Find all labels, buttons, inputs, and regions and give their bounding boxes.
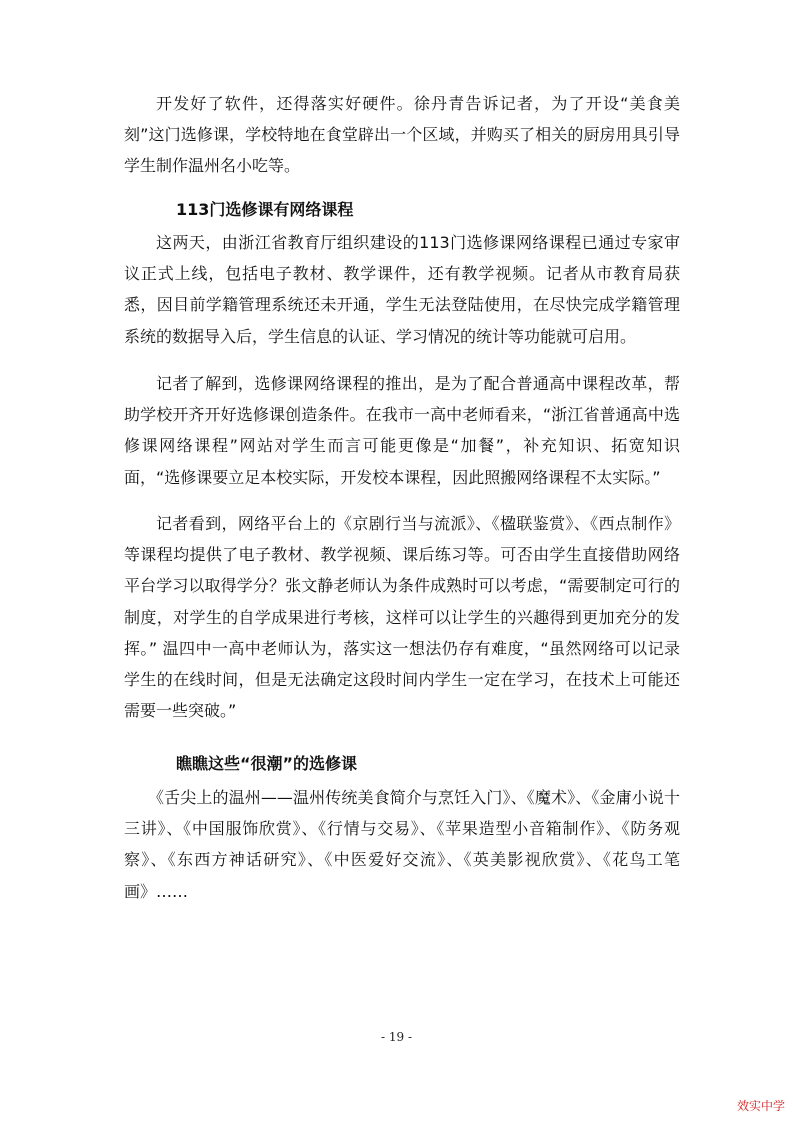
paragraph-platform-credits: 记者看到，网络平台上的《京剧行当与流派》、《楹联鉴赏》、《西点制作》等课程均提供了电子教材、教学视频、课后练习等。可否由学生直接借助网络平台学习以取得学分？张文静老师认为条件成熟时可以考虑，“需要制定可行的制度，对学生的自学成果进行考核，这样可以让学生的兴趣得到更加充分的发挥。” 温四中一高中老师认为，落实这一想法仍存有难度，“虽然网络可以记录学生的在线时间，但是无法确定这段时间内学生一定在学习，在技术上可能还需要一些突破。” [124, 514, 680, 721]
paragraph-software-hardware: 开发好了软件，还得落实好硬件。徐丹青告诉记者，为了开设“美食美刻”这门选修课，学校特地在食堂辟出一个区域，并购买了相关的厨房用具引导学生制作温州名小吃等。 [124, 94, 680, 176]
paragraph-3-block [124, 368, 680, 493]
paragraph-online-courses-launch: 这两天，由浙江省教育厅组织建设的113门选修课网络课程已通过专家审议正式上线，包括电子教材、教学课件，还有教学视频。记者从市教育局获悉，因目前学籍管理系统还未开通，学生无法登陆使用，在尽快完成学籍管理系统的数据导入后，学生信息的认证、学习情况的统计等功能就可启用。 [124, 233, 680, 346]
paragraph-curriculum-reform: 记者了解到，选修课网络课程的推出，是为了配合普通高中课程改革，帮助学校开齐开好选修课创造条件。在我市一高中老师看来，“浙江省普通高中选修课网络课程”网站对学生而言可能更像是“加餐”，补充知识、拓宽知识面，“选修课要立足本校实际，开发校本课程，因此照搬网络课程不太实际。” [124, 374, 680, 487]
paragraph-1-block [124, 88, 680, 182]
section-heading-trendy-courses: 瞧瞧这些“很潮”的选修课 [176, 754, 358, 773]
paragraph-4-block [124, 508, 680, 726]
section-heading-online-courses: 113门选修课有网络课程 [176, 200, 354, 219]
school-watermark: 效实中学 [736, 1099, 785, 1113]
paragraph-course-list: 《舌尖上的温州——温州传统美食简介与烹饪入门》、《魔术》、《金庸小说十三讲》、《中国服饰欣赏》、《行情与交易》、《苹果造型小音箱制作》、《防务观察》、《东西方神话研究》、《中医爱好交流》、《英美影视欣赏》、《花鸟工笔画》…… [124, 788, 680, 901]
paragraph-2-block [124, 227, 680, 352]
page-number: - 19 - [380, 1030, 412, 1044]
paragraph-5-block [124, 782, 680, 907]
